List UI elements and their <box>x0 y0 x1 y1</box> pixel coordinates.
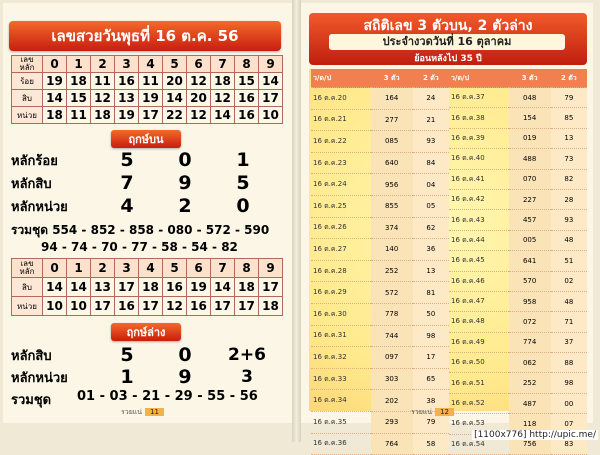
grid-cell: 12 <box>187 107 211 124</box>
section-bottom-label: ฤกษ์ล่าง <box>111 323 181 341</box>
section-top-label: ฤกษ์บน <box>111 130 181 148</box>
grid-cell: 19 <box>187 278 211 297</box>
stats-row <box>311 195 449 217</box>
position-label: หลักหน่วย <box>11 199 68 215</box>
grid-cell: 13 <box>91 278 115 297</box>
stats-row <box>311 131 449 153</box>
stats-date: 16 ต.ค.48 <box>449 312 509 332</box>
stats-two-digit: 17 <box>413 347 449 369</box>
stats-date: 16 ต.ค.36 <box>311 433 371 455</box>
grid-cell: 14 <box>163 90 187 107</box>
stats-two-digit: 51 <box>551 251 587 271</box>
stats-two-digit: 79 <box>413 411 449 433</box>
stats-row <box>449 271 587 291</box>
stats-three-digit: 154 <box>509 108 551 128</box>
grid-cell: 12 <box>187 73 211 90</box>
stats-date: 16 ต.ค.37 <box>449 88 509 108</box>
stats-date: 16 ต.ค.38 <box>449 108 509 128</box>
stats-three-digit: 457 <box>509 210 551 230</box>
grid-cell: 22 <box>163 107 187 124</box>
grid-digit-header: 8 <box>235 56 259 73</box>
grid-digit-header: 6 <box>187 56 211 73</box>
grid-digit-header: 7 <box>211 259 235 278</box>
grid-corner-top: เลข <box>20 55 34 64</box>
grid-cell: 18 <box>259 297 283 316</box>
stats-three-digit: 097 <box>371 347 413 369</box>
grid-cell: 18 <box>211 73 235 90</box>
stats-two-digit: 13 <box>551 128 587 148</box>
grid-digit-header: 2 <box>91 259 115 278</box>
stats-three-digit: 778 <box>371 303 413 325</box>
grid-row <box>12 73 283 90</box>
position-digit: 0 <box>236 195 250 217</box>
stats-date: 16 ต.ค.33 <box>311 368 371 390</box>
stats-date: 16 ต.ค.50 <box>449 353 509 373</box>
grid-cell: 16 <box>235 90 259 107</box>
ruamchut-bottom-label: รวมชุด <box>11 393 52 408</box>
stats-date: 16 ต.ค.25 <box>311 195 371 217</box>
position-digit: 7 <box>120 172 134 194</box>
digit-frequency-grid-top <box>11 55 283 124</box>
position-label: หลักสิบ <box>11 348 52 364</box>
stats-three-digit: 756 <box>509 434 551 454</box>
grid-cell: 13 <box>115 90 139 107</box>
grid-digit-header: 9 <box>259 56 283 73</box>
stats-date: 16 ต.ค.45 <box>449 251 509 271</box>
stats-row <box>311 174 449 196</box>
grid-digit-header: 4 <box>139 259 163 278</box>
grid-corner <box>12 56 43 73</box>
right-page-header <box>309 13 587 65</box>
stats-row <box>449 230 587 250</box>
page-gutter <box>292 0 301 442</box>
stats-row <box>311 260 449 282</box>
grid-cell: 18 <box>235 278 259 297</box>
grid-cell: 14 <box>259 73 283 90</box>
grid-cell: 18 <box>43 107 67 124</box>
stats-two-digit: 50 <box>413 303 449 325</box>
digit-frequency-grid-bottom <box>11 258 283 316</box>
grid-cell: 12 <box>163 297 187 316</box>
stats-row <box>449 128 587 148</box>
stats-two-digit: 13 <box>413 260 449 282</box>
stats-three-digit: 855 <box>371 195 413 217</box>
grid-cell: 20 <box>187 90 211 107</box>
stats-row <box>449 332 587 352</box>
stats-three-digit: 072 <box>509 312 551 332</box>
stats-two-digit: 73 <box>551 149 587 169</box>
stats-row <box>449 251 587 271</box>
stats-header-two: 2 ตัว <box>413 69 449 88</box>
grid-digit-header: 7 <box>211 56 235 73</box>
grid-cell: 17 <box>115 278 139 297</box>
stats-three-digit: 640 <box>371 152 413 174</box>
stats-date: 16 ต.ค.28 <box>311 260 371 282</box>
grid-digit-header: 0 <box>43 56 67 73</box>
grid-digit-header: 1 <box>67 259 91 278</box>
position-digit: 9 <box>178 366 192 388</box>
stats-row <box>449 393 587 413</box>
stats-table-left <box>311 69 449 455</box>
grid-cell: 18 <box>91 107 115 124</box>
stats-two-digit: 98 <box>413 325 449 347</box>
stats-date: 16 ต.ค.23 <box>311 152 371 174</box>
stats-row <box>449 373 587 393</box>
grid-cell: 11 <box>91 73 115 90</box>
left-footer-label: รวยแน่ <box>121 408 143 416</box>
stats-date: 16 ต.ค.54 <box>449 434 509 454</box>
stats-two-digit: 85 <box>551 108 587 128</box>
grid-corner-top: เลข <box>20 259 34 268</box>
stats-date: 16 ต.ค.21 <box>311 109 371 131</box>
stats-date: 16 ต.ค.46 <box>449 271 509 291</box>
stats-header-three: 3 ตัว <box>371 69 413 88</box>
grid-cell: 17 <box>211 297 235 316</box>
stats-header-row <box>449 69 587 88</box>
stats-row <box>311 347 449 369</box>
stats-row <box>311 239 449 261</box>
position-digit: 1 <box>236 149 250 171</box>
grid-digit-header: 4 <box>139 56 163 73</box>
stats-date: 16 ต.ค.42 <box>449 189 509 209</box>
grid-cell: 14 <box>211 278 235 297</box>
stats-date: 16 ต.ค.40 <box>449 149 509 169</box>
watermark: [1100x776] http://upic.me/ <box>474 430 596 440</box>
stats-two-digit: 98 <box>551 373 587 393</box>
grid-cell: 17 <box>235 297 259 316</box>
position-digit: 1 <box>120 366 134 388</box>
position-digit: 5 <box>120 344 134 366</box>
grid-cell: 12 <box>91 90 115 107</box>
stats-date: 16 ต.ค.27 <box>311 239 371 261</box>
grid-cell: 17 <box>139 297 163 316</box>
stats-date: 16 ต.ค.31 <box>311 325 371 347</box>
grid-cell: 16 <box>235 107 259 124</box>
stats-date: 16 ต.ค.44 <box>449 230 509 250</box>
stats-row <box>311 368 449 390</box>
grid-corner-bottom: หลัก <box>19 267 35 276</box>
position-digit: 5 <box>120 149 134 171</box>
stats-two-digit: 24 <box>413 88 449 110</box>
stats-two-digit: 93 <box>551 210 587 230</box>
ruamchut-top-line1: รวมชุด 554 - 852 - 858 - 080 - 572 - 590 <box>11 223 270 237</box>
grid-corner-bottom: หลัก <box>19 63 35 72</box>
stats-row <box>311 217 449 239</box>
position-digit: 0 <box>178 149 192 171</box>
stats-three-digit: 764 <box>371 433 413 455</box>
stats-three-digit: 641 <box>509 251 551 271</box>
stats-two-digit: 62 <box>413 217 449 239</box>
grid-cell: 19 <box>115 107 139 124</box>
position-row <box>11 172 330 194</box>
stats-header-date: ว/ด/ป <box>449 69 509 88</box>
stats-row <box>311 88 449 110</box>
stats-date: 16 ต.ค.26 <box>311 217 371 239</box>
grid-cell: 16 <box>163 278 187 297</box>
stats-row <box>449 149 587 169</box>
position-digit: 4 <box>120 195 134 217</box>
grid-corner <box>12 259 43 278</box>
grid-cell: 15 <box>235 73 259 90</box>
stats-date: 16 ต.ค.41 <box>449 169 509 189</box>
grid-row-label: หน่วย <box>12 297 43 316</box>
stats-three-digit: 202 <box>371 390 413 412</box>
grid-cell: 17 <box>259 90 283 107</box>
grid-digit-header: 3 <box>115 56 139 73</box>
stats-date: 16 ต.ค.39 <box>449 128 509 148</box>
grid-cell: 16 <box>115 73 139 90</box>
stats-row <box>449 169 587 189</box>
position-label: หลักร้อย <box>11 153 58 169</box>
stats-two-digit: 93 <box>413 131 449 153</box>
stats-table-right <box>449 69 587 455</box>
right-footer-label: รวยแน่ <box>411 408 433 416</box>
grid-cell: 19 <box>43 73 67 90</box>
stats-three-digit: 488 <box>509 149 551 169</box>
stats-two-digit: 05 <box>413 195 449 217</box>
stats-date: 16 ต.ค.35 <box>311 411 371 433</box>
grid-row <box>12 297 283 316</box>
position-label: หลักหน่วย <box>11 370 68 386</box>
grid-header-row <box>12 259 283 278</box>
stats-two-digit: 21 <box>413 109 449 131</box>
stats-three-digit: 252 <box>509 373 551 393</box>
stats-three-digit: 140 <box>371 239 413 261</box>
stats-three-digit: 570 <box>509 271 551 291</box>
stats-two-digit: 38 <box>413 390 449 412</box>
left-page-number: 11 <box>145 408 164 416</box>
stats-date: 16 ต.ค.49 <box>449 332 509 352</box>
grid-cell: 17 <box>91 297 115 316</box>
stats-three-digit: 744 <box>371 325 413 347</box>
stats-row <box>449 210 587 230</box>
grid-digit-header: 1 <box>67 56 91 73</box>
position-row <box>11 344 280 366</box>
grid-digit-header: 2 <box>91 56 115 73</box>
stats-date: 16 ต.ค.34 <box>311 390 371 412</box>
stats-date: 16 ต.ค.24 <box>311 174 371 196</box>
left-page-title: เลขสวยวันพุธที่ 16 ต.ค. 56 <box>9 21 281 51</box>
grid-row-label: สิบ <box>12 278 43 297</box>
ruamchut-top-line2: 94 - 74 - 70 - 77 - 58 - 54 - 82 <box>41 240 238 254</box>
stats-three-digit: 303 <box>371 368 413 390</box>
stats-two-digit: 65 <box>413 368 449 390</box>
grid-cell: 14 <box>67 278 91 297</box>
stats-three-digit: 277 <box>371 109 413 131</box>
grid-cell: 11 <box>67 107 91 124</box>
right-page-subtitle: ประจำงวดวันที่ 16 ตุลาคม <box>329 34 565 50</box>
stats-two-digit: 04 <box>413 174 449 196</box>
grid-cell: 17 <box>259 278 283 297</box>
stats-date: 16 ต.ค.29 <box>311 282 371 304</box>
stats-three-digit: 252 <box>371 260 413 282</box>
stats-date: 16 ต.ค.22 <box>311 131 371 153</box>
stats-row <box>311 109 449 131</box>
stats-three-digit: 774 <box>509 332 551 352</box>
position-label: หลักสิบ <box>11 176 52 192</box>
grid-row <box>12 107 283 124</box>
stats-row <box>311 433 449 455</box>
stats-row <box>449 108 587 128</box>
stats-row <box>449 291 587 311</box>
grid-cell: 14 <box>43 90 67 107</box>
position-digit: 5 <box>236 172 250 194</box>
left-page <box>3 3 292 423</box>
right-page-number: 12 <box>435 408 454 416</box>
stats-row <box>449 353 587 373</box>
stats-row <box>449 88 587 108</box>
right-page-years: ย้อนหลังไป 35 ปี <box>414 54 482 64</box>
stats-two-digit: 81 <box>413 282 449 304</box>
stats-three-digit: 958 <box>509 291 551 311</box>
grid-digit-header: 0 <box>43 259 67 278</box>
stats-two-digit: 84 <box>413 152 449 174</box>
right-footer <box>411 407 454 418</box>
stats-three-digit: 572 <box>371 282 413 304</box>
grid-cell: 14 <box>211 107 235 124</box>
stats-two-digit: 00 <box>551 393 587 413</box>
grid-header-row <box>12 56 283 73</box>
stats-two-digit: 88 <box>551 353 587 373</box>
stats-three-digit: 227 <box>509 189 551 209</box>
position-row <box>11 366 280 388</box>
stats-three-digit: 956 <box>371 174 413 196</box>
stats-row <box>449 189 587 209</box>
grid-cell: 10 <box>259 107 283 124</box>
grid-cell: 10 <box>67 297 91 316</box>
stats-three-digit: 070 <box>509 169 551 189</box>
stats-two-digit: 48 <box>551 230 587 250</box>
stats-two-digit: 28 <box>551 189 587 209</box>
position-digit: 0 <box>178 344 192 366</box>
stats-two-digit: 71 <box>551 312 587 332</box>
stats-date: 16 ต.ค.51 <box>449 373 509 393</box>
stats-three-digit: 293 <box>371 411 413 433</box>
stats-two-digit: 36 <box>413 239 449 261</box>
right-page-title: สถิติเลข 3 ตัวบน, 2 ตัวล่าง <box>363 18 533 34</box>
stats-row <box>311 325 449 347</box>
grid-digit-header: 9 <box>259 259 283 278</box>
grid-cell: 12 <box>211 90 235 107</box>
grid-row <box>12 278 283 297</box>
stats-header-date: ว/ด/ป <box>311 69 371 88</box>
position-digit: 2+6 <box>228 345 266 365</box>
grid-row-label: หน่วย <box>12 107 43 124</box>
grid-cell: 20 <box>163 73 187 90</box>
stats-three-digit: 085 <box>371 131 413 153</box>
grid-row-label: ร้อย <box>12 73 43 90</box>
grid-digit-header: 5 <box>163 56 187 73</box>
stats-header-three: 3 ตัว <box>509 69 551 88</box>
stats-row <box>449 312 587 332</box>
stats-row <box>311 282 449 304</box>
grid-cell: 18 <box>139 278 163 297</box>
grid-digit-header: 6 <box>187 259 211 278</box>
position-digit: 9 <box>178 172 192 194</box>
stats-header-row <box>311 69 449 88</box>
stats-two-digit: 83 <box>551 434 587 454</box>
position-row <box>11 195 330 217</box>
stats-date: 16 ต.ค.52 <box>449 393 509 413</box>
stats-three-digit: 118 <box>509 414 551 434</box>
grid-digit-header: 8 <box>235 259 259 278</box>
stats-three-digit: 062 <box>509 353 551 373</box>
grid-cell: 10 <box>43 297 67 316</box>
stats-date: 16 ต.ค.20 <box>311 88 371 110</box>
left-footer <box>121 407 164 418</box>
position-digit: 2 <box>178 195 192 217</box>
stats-two-digit: 37 <box>551 332 587 352</box>
stats-three-digit: 374 <box>371 217 413 239</box>
stats-two-digit: 02 <box>551 271 587 291</box>
stats-three-digit: 487 <box>509 393 551 413</box>
grid-cell: 16 <box>115 297 139 316</box>
stats-three-digit: 005 <box>509 230 551 250</box>
stats-row <box>311 303 449 325</box>
grid-row-label: สิบ <box>12 90 43 107</box>
grid-cell: 19 <box>139 90 163 107</box>
grid-cell: 14 <box>43 278 67 297</box>
grid-cell: 17 <box>139 107 163 124</box>
grid-digit-header: 5 <box>163 259 187 278</box>
stats-two-digit: 79 <box>551 88 587 108</box>
grid-cell: 18 <box>67 73 91 90</box>
stats-header-two: 2 ตัว <box>551 69 587 88</box>
stats-two-digit: 07 <box>551 414 587 434</box>
stats-three-digit: 164 <box>371 88 413 110</box>
stats-three-digit: 019 <box>509 128 551 148</box>
stats-date: 16 ต.ค.47 <box>449 291 509 311</box>
grid-row <box>12 90 283 107</box>
stats-date: 16 ต.ค.43 <box>449 210 509 230</box>
stats-date: 16 ต.ค.30 <box>311 303 371 325</box>
grid-digit-header: 3 <box>115 259 139 278</box>
stats-two-digit: 48 <box>551 291 587 311</box>
stats-date: 16 ต.ค.53 <box>449 414 509 434</box>
stats-two-digit: 58 <box>413 433 449 455</box>
stats-row <box>311 152 449 174</box>
stats-date: 16 ต.ค.32 <box>311 347 371 369</box>
position-digit: 3 <box>241 367 253 387</box>
stats-three-digit: 048 <box>509 88 551 108</box>
grid-cell: 16 <box>187 297 211 316</box>
grid-cell: 11 <box>139 73 163 90</box>
position-row <box>11 149 330 171</box>
ruamchut-bottom-values: 01 - 03 - 21 - 29 - 55 - 56 <box>77 389 258 404</box>
stats-two-digit: 82 <box>551 169 587 189</box>
grid-cell: 15 <box>67 90 91 107</box>
